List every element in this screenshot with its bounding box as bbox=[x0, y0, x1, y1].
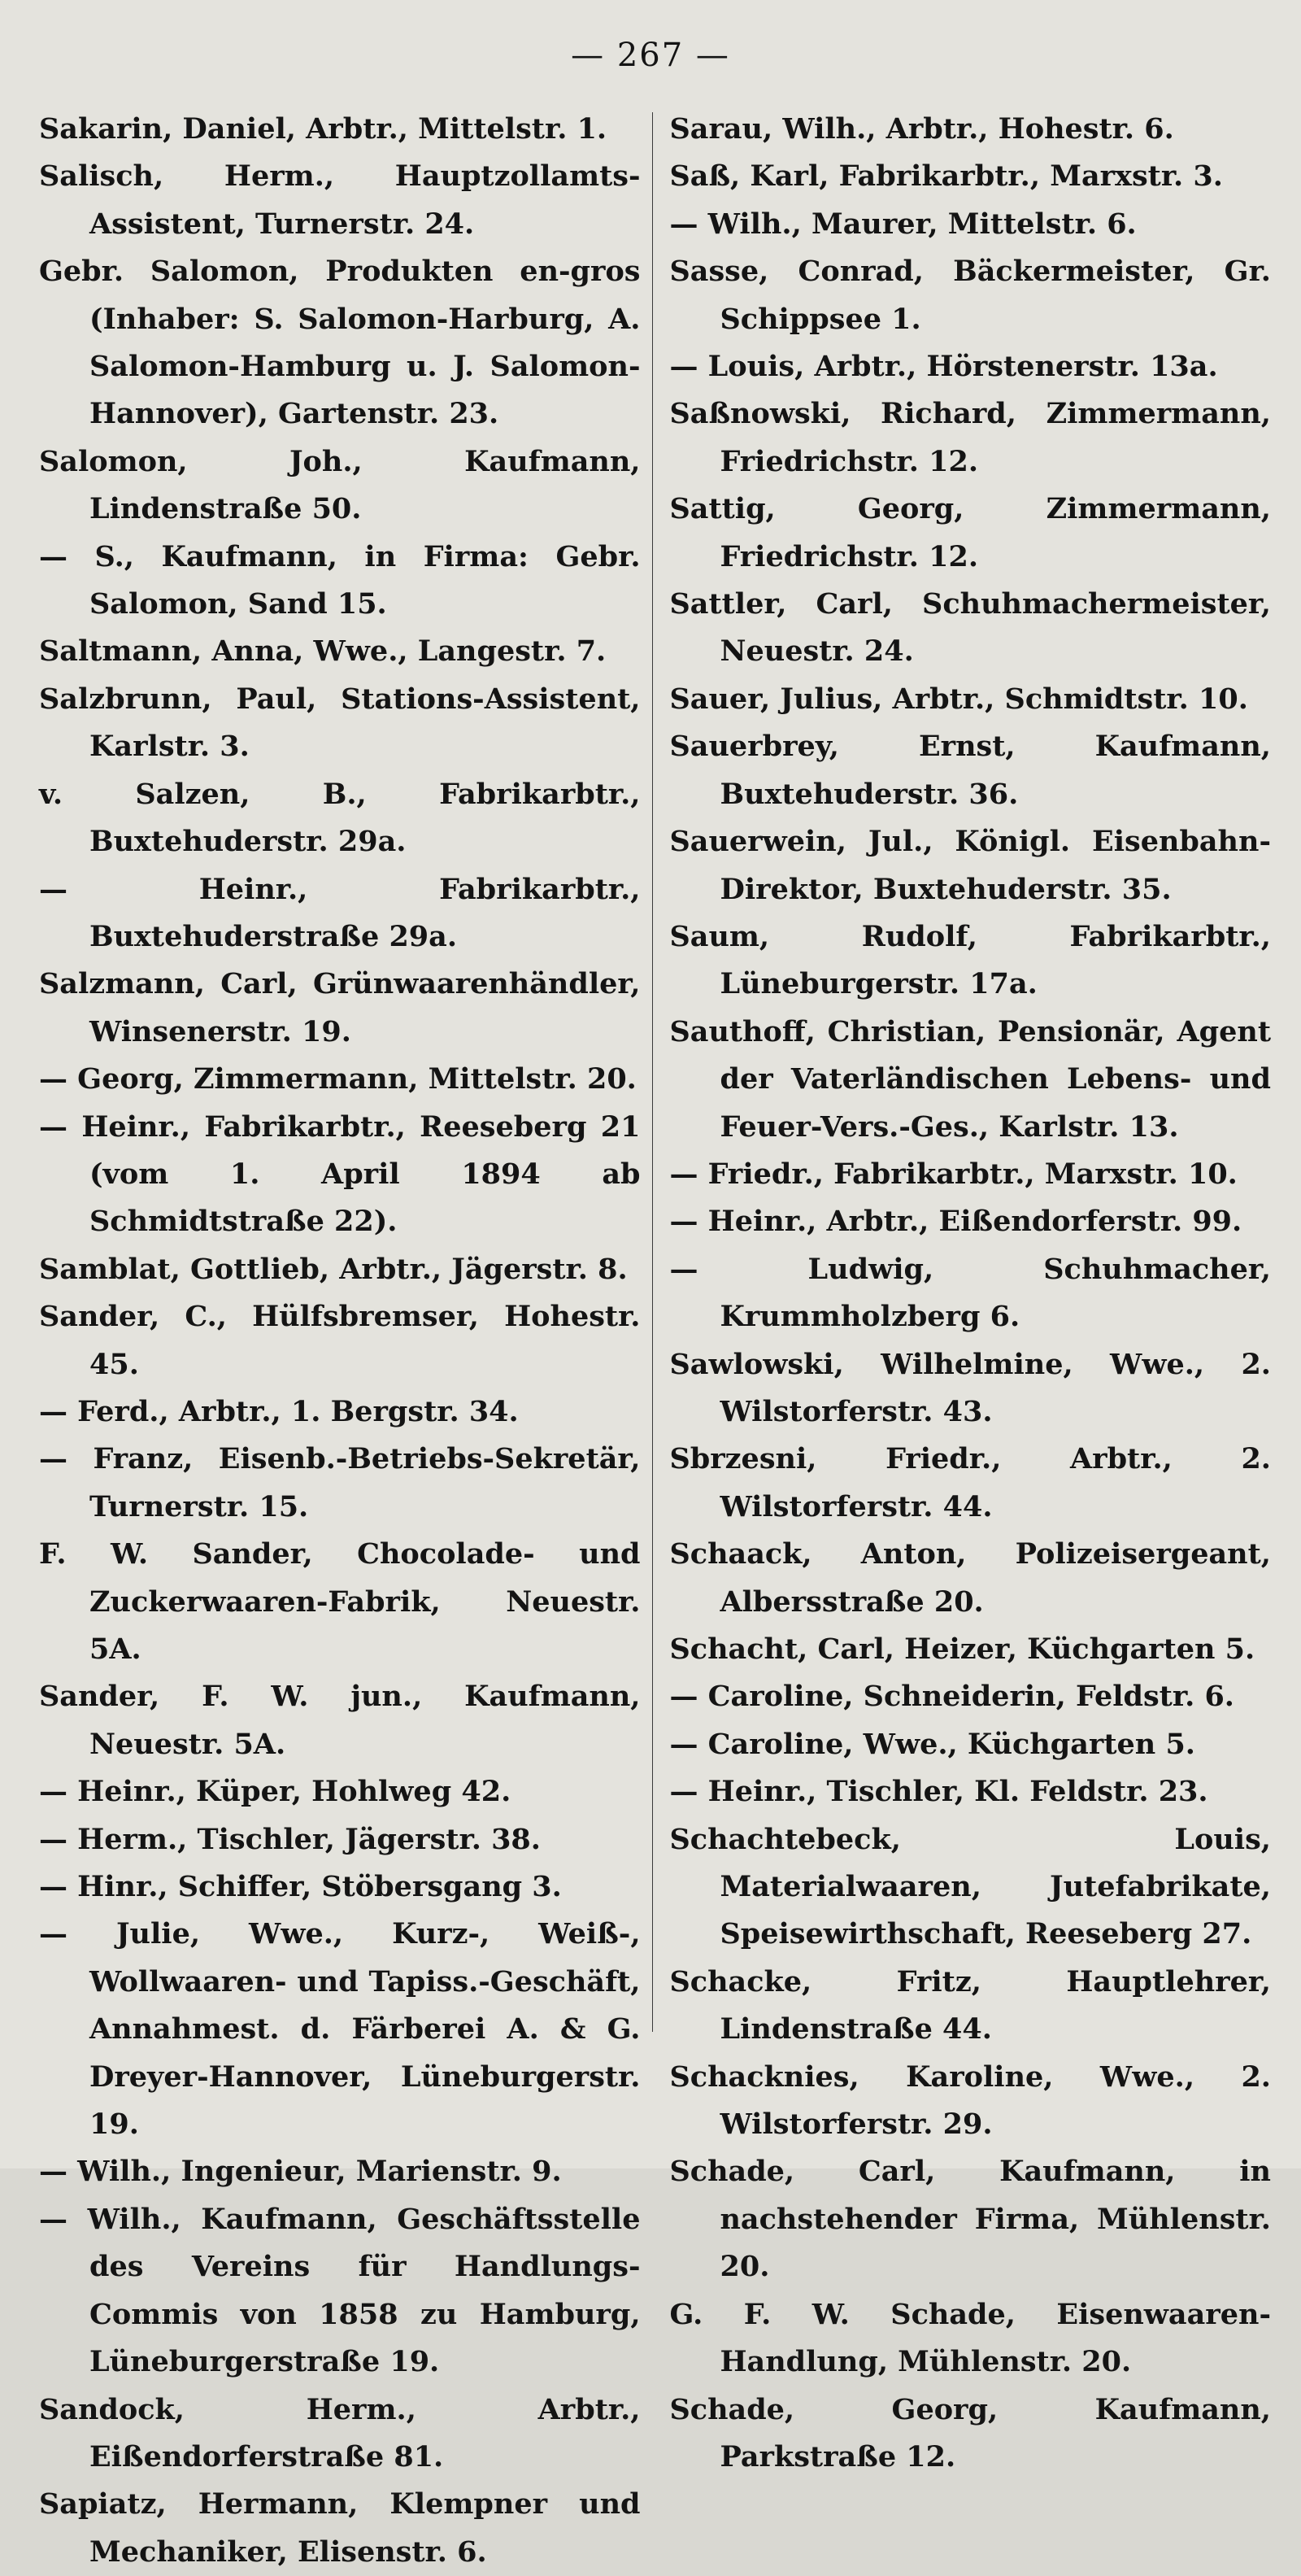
directory-entry: Sapiatz, Hermann, Klempner und Mechaniker, Elisenstr. 6. bbox=[39, 2487, 641, 2569]
directory-entry: v. Salzen, B., Fabrikarbtr., Buxtehuderstr. 29a. bbox=[39, 777, 641, 859]
directory-entry: Salzbrunn, Paul, Stations-Assistent, Karlstr. 3. bbox=[39, 682, 641, 764]
directory-entry: — Louis, Arbtr., Hörstenerstr. 13a. bbox=[669, 350, 1218, 384]
directory-entry: Salomon, Joh., Kaufmann, Lindenstraße 50. bbox=[39, 444, 641, 526]
directory-entry: Saßnowski, Richard, Zimmermann, Friedrichstr. 12. bbox=[669, 397, 1271, 478]
directory-entry: Sauer, Julius, Arbtr., Schmidtstr. 10. bbox=[669, 682, 1248, 716]
directory-entry: Sauthoff, Christian, Pensionär, Agent der Vaterländischen Lebens- und Feuer-Vers.-Ges., Karlstr. 13. bbox=[669, 1014, 1271, 1144]
directory-entry: — Wilh., Ingenieur, Marienstr. 9. bbox=[39, 2155, 562, 2189]
directory-entry: — Heinr., Tischler, Kl. Feldstr. 23. bbox=[669, 1775, 1208, 1809]
directory-entry: Schachtebeck, Louis, Materialwaaren, Jutefabrikate, Speisewirthschaft, Reeseberg 27. bbox=[669, 1822, 1271, 1951]
directory-entry: Gebr. Salomon, Produkten en-gros (Inhaber: S. Salomon-Harburg, A. Salomon-Hamburg u. J. Salomon-Hannover), Gartenstr. 23. bbox=[39, 255, 641, 431]
directory-entry: — Hinr., Schiffer, Stöbersgang 3. bbox=[39, 1870, 562, 1904]
directory-entry: Schacke, Fritz, Hauptlehrer, Lindenstraße 44. bbox=[669, 1964, 1271, 2046]
directory-entry: Sasse, Conrad, Bäckermeister, Gr. Schippsee 1. bbox=[669, 255, 1271, 336]
directory-entry: — S., Kaufmann, in Firma: Gebr. Salomon, Sand 15. bbox=[39, 539, 641, 621]
directory-entry: — Caroline, Wwe., Küchgarten 5. bbox=[669, 1727, 1195, 1761]
left-column bbox=[39, 106, 652, 2576]
directory-entry: Sakarin, Daniel, Arbtr., Mittelstr. 1. bbox=[39, 112, 607, 146]
directory-entry: — Georg, Zimmermann, Mittelstr. 20. bbox=[39, 1062, 637, 1096]
directory-entry: — Caroline, Schneiderin, Feldstr. 6. bbox=[669, 1680, 1234, 1714]
directory-entry: Sawlowski, Wilhelmine, Wwe., 2. Wilstorferstr. 43. bbox=[669, 1347, 1271, 1428]
directory-entry: Sarau, Wilh., Arbtr., Hohestr. 6. bbox=[669, 112, 1174, 146]
directory-entry: — Ferd., Arbtr., 1. Bergstr. 34. bbox=[39, 1394, 519, 1428]
directory-entry: Schade, Carl, Kaufmann, in nachstehender Firma, Mühlenstr. 20. bbox=[669, 2155, 1271, 2284]
directory-entry: — Heinr., Fabrikarbtr., Buxtehuderstraße 29a. bbox=[39, 872, 641, 953]
directory-entry: Schaack, Anton, Polizeisergeant, Albersstraße 20. bbox=[669, 1537, 1271, 1619]
directory-entry: Saum, Rudolf, Fabrikarbtr., Lüneburgerstr. 17a. bbox=[669, 919, 1271, 1001]
right-column bbox=[653, 106, 1271, 2576]
directory-entry: — Julie, Wwe., Kurz-, Weiß-, Wollwaaren- und Tapiss.-Geschäft, Annahmest. d. Färberei A. & G. Dreyer-Hannover, Lüneburgerstr. 19. bbox=[39, 1917, 641, 2142]
directory-entry: — Friedr., Fabrikarbtr., Marxstr. 10. bbox=[669, 1157, 1238, 1191]
directory-entry: Sandock, Herm., Arbtr., Eißendorferstraße 81. bbox=[39, 2392, 641, 2474]
directory-entry: — Wilh., Maurer, Mittelstr. 6. bbox=[669, 207, 1137, 241]
columns bbox=[39, 106, 1271, 2576]
directory-entry: — Heinr., Fabrikarbtr., Reeseberg 21 (vom 1. April 1894 ab Schmidtstraße 22). bbox=[39, 1109, 641, 1239]
directory-entry: — Ludwig, Schuhmacher, Krummholzberg 6. bbox=[669, 1252, 1271, 1334]
directory-entry: — Wilh., Kaufmann, Geschäftsstelle des Vereins für Handlungs-Commis von 1858 zu Hamburg, Lüneburgerstraße 19. bbox=[39, 2202, 641, 2379]
directory-entry: Sattig, Georg, Zimmermann, Friedrichstr. 12. bbox=[669, 492, 1271, 573]
directory-entry: Sbrzesni, Friedr., Arbtr., 2. Wilstorferstr. 44. bbox=[669, 1442, 1271, 1523]
directory-entry: Sander, F. W. jun., Kaufmann, Neuestr. 5A. bbox=[39, 1680, 641, 1761]
directory-entry: — Heinr., Arbtr., Eißendorferstr. 99. bbox=[669, 1205, 1242, 1239]
directory-entry: Saß, Karl, Fabrikarbtr., Marxstr. 3. bbox=[669, 159, 1223, 194]
directory-entry: Samblat, Gottlieb, Arbtr., Jägerstr. 8. bbox=[39, 1252, 628, 1286]
directory-entry: G. F. W. Schade, Eisenwaaren-Handlung, Mühlenstr. 20. bbox=[669, 2297, 1271, 2379]
directory-entry: Schacht, Carl, Heizer, Küchgarten 5. bbox=[669, 1632, 1255, 1666]
directory-entry: Schacknies, Karoline, Wwe., 2. Wilstorferstr. 29. bbox=[669, 2059, 1271, 2142]
directory-entry: Sattler, Carl, Schuhmachermeister, Neuestr. 24. bbox=[669, 587, 1271, 669]
directory-entry: — Franz, Eisenb.-Betriebs-Sekretär, Turnerstr. 15. bbox=[39, 1442, 641, 1523]
page-number: — 267 — bbox=[571, 37, 730, 74]
directory-entry: — Heinr., Küper, Hohlweg 42. bbox=[39, 1775, 511, 1809]
directory-entry: Salzmann, Carl, Grünwaarenhändler, Winsenerstr. 19. bbox=[39, 967, 641, 1048]
directory-entry: Saltmann, Anna, Wwe., Langestr. 7. bbox=[39, 634, 607, 669]
directory-entry: — Herm., Tischler, Jägerstr. 38. bbox=[39, 1822, 541, 1856]
directory-entry: Schade, Georg, Kaufmann, Parkstraße 12. bbox=[669, 2392, 1271, 2474]
directory-entry: Sander, C., Hülfsbremser, Hohestr. 45. bbox=[39, 1300, 641, 1381]
directory-entry: Sauerwein, Jul., Königl. Eisenbahn-Direktor, Buxtehuderstr. 35. bbox=[669, 825, 1271, 906]
directory-entry: Sauerbrey, Ernst, Kaufmann, Buxtehuderstr. 36. bbox=[669, 730, 1271, 811]
directory-entry: Salisch, Herm., Hauptzollamts-Assistent, Turnerstr. 24. bbox=[39, 159, 641, 241]
directory-entry: F. W. Sander, Chocolade- und Zuckerwaaren-Fabrik, Neuestr. 5A. bbox=[39, 1537, 641, 1666]
